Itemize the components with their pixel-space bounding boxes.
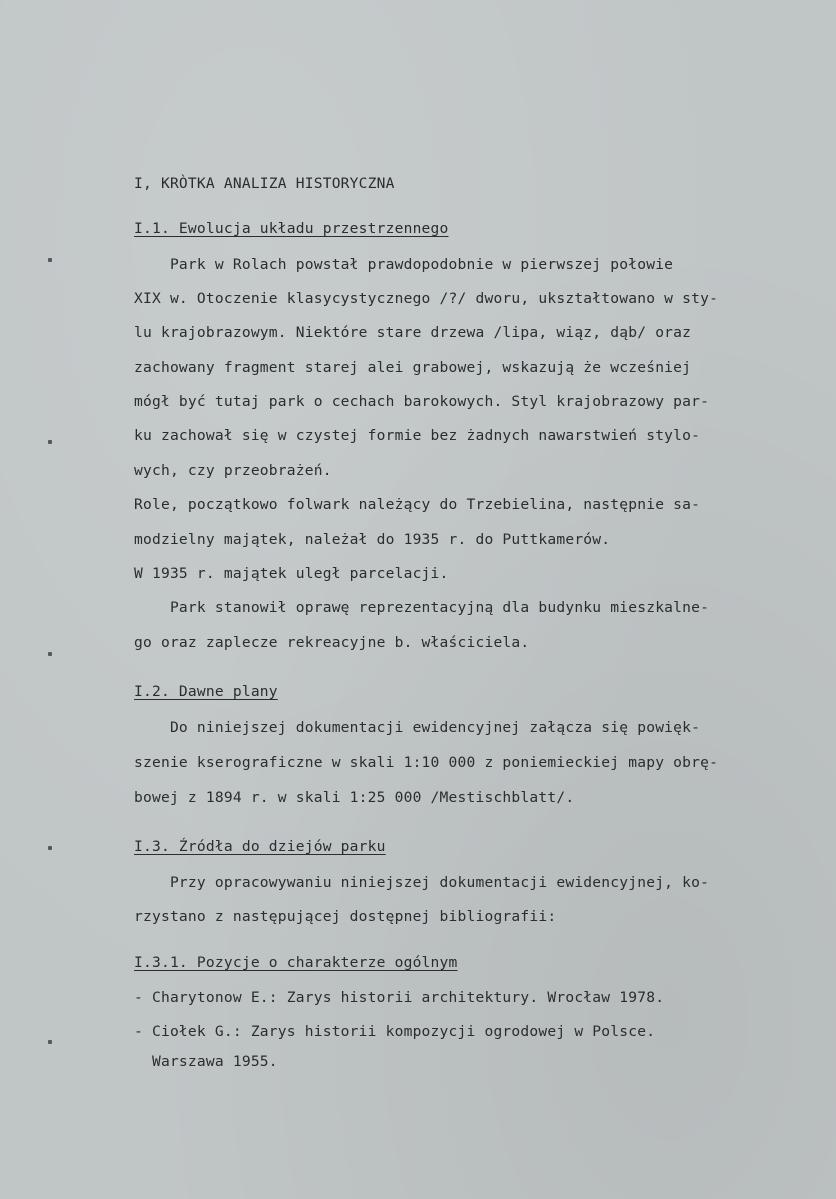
punch-hole-mark <box>48 652 52 656</box>
paragraph-line: W 1935 r. majątek uległ parcelacji. <box>134 565 449 582</box>
section-title: I, KRÒTKA ANALIZA HISTORYCZNA <box>134 175 395 192</box>
paragraph-line: modzielny majątek, należał do 1935 r. do Puttkamerów. <box>134 531 611 548</box>
punch-hole-mark <box>48 1040 52 1044</box>
subsection-heading-1-2: I.2. Dawne plany <box>134 683 278 700</box>
subsection-heading-1-3-1: I.3.1. Pozycje o charakterze ogólnym <box>134 954 458 971</box>
paragraph-line: Role, początkowo folwark należący do Trzebielina, następnie sa- <box>134 496 701 513</box>
bibliography-item: - Charytonow E.: Zarys historii architektury. Wrocław 1978. <box>134 989 665 1006</box>
punch-hole-mark <box>48 440 52 444</box>
paragraph-line: lu krajobrazowym. Niektóre stare drzewa /lipa, wiąz, dąb/ oraz <box>134 324 692 341</box>
paragraph-line: Park w Rolach powstał prawdopodobnie w pierwszej połowie <box>134 256 674 273</box>
punch-hole-mark <box>48 846 52 850</box>
paragraph-line: bowej z 1894 r. w skali 1:25 000 /Mestischblatt/. <box>134 789 575 806</box>
paragraph-line: Park stanowił oprawę reprezentacyjną dla budynku mieszkalne- <box>134 599 710 616</box>
paragraph-line: mógł być tutaj park o cechach barokowych. Styl krajobrazowy par- <box>134 393 710 410</box>
paragraph-line: XIX w. Otoczenie klasycystycznego /?/ dworu, ukształtowano w sty- <box>134 290 719 307</box>
paragraph-line: rzystano z następującej dostępnej bibliografii: <box>134 908 557 925</box>
paragraph-line: szenie kserograficzne w skali 1:10 000 z poniemieckiej mapy obrę- <box>134 754 719 771</box>
bibliography-item: Warszawa 1955. <box>134 1053 278 1070</box>
paragraph-line: Przy opracowywaniu niniejszej dokumentacji ewidencyjnej, ko- <box>134 874 710 891</box>
paragraph-line: zachowany fragment starej alei grabowej, wskazują że wcześniej <box>134 359 692 376</box>
paragraph-line: Do niniejszej dokumentacji ewidencyjnej załącza się powięk- <box>134 719 701 736</box>
paragraph-line: wych, czy przeobrażeń. <box>134 462 332 479</box>
paragraph-line: ku zachował się w czystej formie bez żadnych nawarstwień stylo- <box>134 427 701 444</box>
subsection-heading-1-3: I.3. Źródła do dziejów parku <box>134 838 386 855</box>
punch-hole-mark <box>48 258 52 262</box>
subsection-heading-1-1: I.1. Ewolucja układu przestrzennego <box>134 220 449 237</box>
paragraph-line: go oraz zaplecze rekreacyjne b. właściciela. <box>134 634 530 651</box>
bibliography-item: - Ciołek G.: Zarys historii kompozycji ogrodowej w Polsce. <box>134 1023 656 1040</box>
